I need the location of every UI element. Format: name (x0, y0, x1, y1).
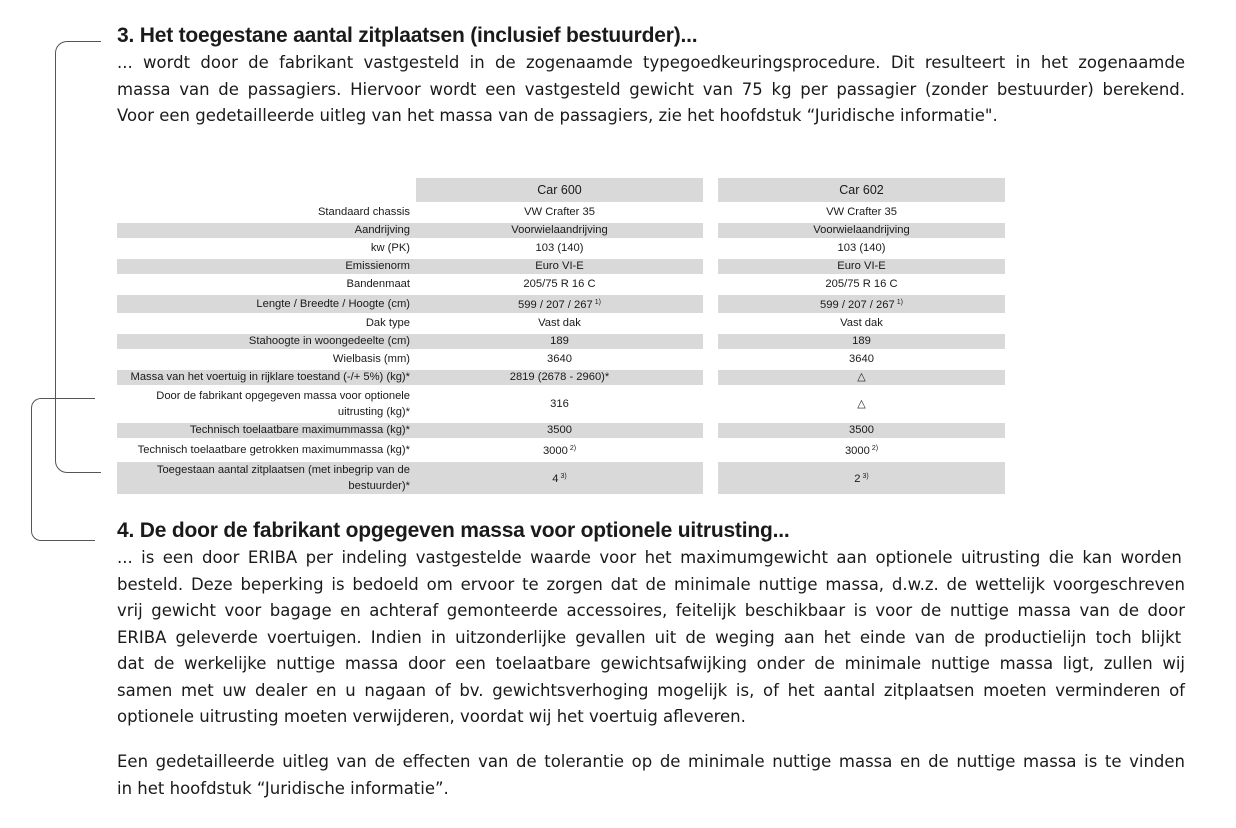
column-header-car-600: Car 600 (416, 178, 703, 202)
car-602-value: Voorwielaandrijving (718, 223, 1005, 238)
value-text: 599 / 207 / 267 (518, 299, 593, 311)
row-label: Technisch toelaatbare maximummassa (kg)* (117, 423, 416, 438)
car-602-value: Vast dak (840, 317, 883, 329)
table-row (117, 370, 1005, 385)
section-3-heading: 3. Het toegestane aantal zitplaatsen (inclusief bestuurder)... (117, 24, 698, 47)
car-602-value (718, 441, 1005, 459)
row-label: Toegestaan aantal zitplaatsen (met inbegrip van de bestuurder)* (117, 462, 416, 494)
footnote-marker: 2) (569, 445, 577, 452)
car-602-value: 189 (718, 334, 1005, 349)
car-600-value (416, 295, 703, 313)
car-602-value: 3500 (718, 423, 1005, 438)
car-602-value: Euro VI-E (718, 259, 1005, 274)
car-600-value: VW Crafter 35 (524, 206, 595, 218)
value-text: 4 (552, 473, 559, 485)
car-600-value: 316 (550, 398, 569, 410)
table-row (117, 423, 1005, 438)
row-label: Dak type (365, 317, 410, 329)
vehicle-specs-table (117, 175, 1005, 497)
table-row (117, 388, 1005, 420)
car-600-value (416, 441, 703, 459)
car-600-value: 3500 (416, 423, 703, 438)
row-label: Lengte / Breedte / Hoogte (cm) (117, 295, 416, 313)
section-4-line: besteld. Deze beperking is bedoeld om ervoor te zorgen dat de minimale nuttige massa, d.w.z. de wettelijk voorgeschreven (117, 574, 1185, 594)
section-4-note-line: Een gedetailleerde uitleg van de effecten van de tolerantie op de minimale nuttige massa en de nuttige massa is te vinden (117, 752, 1185, 771)
section-4-line: optionele uitrusting moeten verwijderen, voordat wij het voertuig afleveren. (117, 707, 746, 726)
column-header-car-602: Car 602 (718, 178, 1005, 202)
triangle-icon: △ (718, 370, 1005, 385)
section-3-line: ... wordt door de fabrikant vastgesteld in de zogenaamde typegoedkeuringsprocedure. Dit resulteert in het zogenaamde (117, 53, 1185, 72)
car-600-value: Voorwielaandrijving (416, 223, 703, 238)
footnote-marker: 3) (560, 473, 567, 480)
car-602-value: VW Crafter 35 (826, 206, 897, 218)
table-row (117, 277, 1005, 292)
section-3-body (117, 50, 1185, 130)
car-602-value: 3640 (849, 353, 874, 365)
car-600-value: Vast dak (538, 317, 581, 329)
section-3-line: massa van de passagiers. Hiervoor wordt een vastgesteld gewicht van 75 kg per passagier (zonder bestuurder) berekend. (117, 79, 1185, 99)
car-602-value (718, 462, 1005, 494)
car-600-value: 189 (416, 334, 703, 349)
row-label: Wielbasis (mm) (332, 353, 410, 365)
section-4-note-line: in het hoofdstuk “Juridische informatie”. (117, 778, 449, 798)
row-label: Massa van het voertuig in rijklare toestand (-/+ 5%) (kg)* (117, 370, 416, 385)
row-label: Bandenmaat (346, 278, 410, 290)
car-602-value: 103 (140) (837, 242, 886, 254)
value-text: 3000 (542, 445, 568, 457)
car-600-value (416, 462, 703, 494)
row-label: Emissienorm (117, 259, 416, 274)
car-600-value: 3640 (547, 353, 572, 365)
row-label: Standaard chassis (317, 206, 410, 218)
row-label: Aandrijving (117, 223, 416, 238)
table-row (117, 205, 1005, 220)
section-4-line: ERIBA geleverde voertuigen. Indien in uitzonderlijke gevallen uit de weging aan het einde van de productielijn toch blijkt (117, 627, 1182, 647)
car-600-value: 2819 (2678 - 2960)* (416, 370, 703, 385)
triangle-icon: △ (857, 398, 866, 410)
connector-bracket-optional-equipment (31, 398, 95, 541)
table-row (117, 295, 1005, 313)
table-row (117, 241, 1005, 256)
value-text: 2 (854, 473, 861, 485)
section-4-heading: 4. De door de fabrikant opgegeven massa voor optionele uitrusting... (117, 519, 790, 542)
table-row (117, 259, 1005, 274)
value-text: 3000 (844, 445, 870, 457)
car-602-value (718, 295, 1005, 313)
footnote-marker: 1) (896, 299, 903, 306)
section-3-line: Voor een gedetailleerde uitleg van het massa van de passagiers, zie het hoofdstuk “Juridische informatie". (117, 106, 998, 125)
section-4-note (117, 749, 1185, 802)
table-row (117, 223, 1005, 238)
table-row (117, 352, 1005, 367)
section-4-body (117, 545, 1185, 731)
footnote-marker: 2) (871, 445, 879, 452)
footnote-marker: 1) (594, 299, 601, 306)
value-text: 599 / 207 / 267 (820, 299, 895, 311)
row-label: Door de fabrikant opgegeven massa voor optionele uitrusting (kg)* (156, 390, 410, 418)
table-row (117, 316, 1005, 331)
row-label: Stahoogte in woongedeelte (cm) (117, 334, 416, 349)
car-600-value: 103 (140) (535, 242, 584, 254)
car-600-value: Euro VI-E (416, 259, 703, 274)
table-header-row (117, 178, 1005, 202)
section-4-line: ... is een door ERIBA per indeling vastgestelde waarde voor het maximumgewicht aan optionele uitrusting die kan worden (117, 548, 1182, 567)
table-row (117, 441, 1005, 459)
car-602-value: 205/75 R 16 C (825, 278, 898, 290)
table-row (117, 462, 1005, 494)
row-label: Technisch toelaatbare getrokken maximummassa (kg)* (137, 443, 410, 456)
footnote-marker: 3) (862, 473, 869, 480)
section-4-line: dat de werkelijke nuttige massa door een toelaatbare gewichtsafwijking onder de minimale nuttige massa ligt, zullen wij (117, 654, 1185, 673)
table-row (117, 334, 1005, 349)
row-label: kw (PK) (370, 242, 410, 254)
car-600-value: 205/75 R 16 C (523, 278, 596, 290)
section-4-line: vrij gewicht voor bagage en achteraf gemonteerde accessoires, feitelijk beschikbaar is voor de nuttige massa van de door (117, 601, 1185, 620)
section-4-line: samen met uw dealer en u nagaan of bv. gewichtsverhoging mogelijk is, of het aantal zitplaatsen moeten verminderen of (117, 680, 1185, 700)
